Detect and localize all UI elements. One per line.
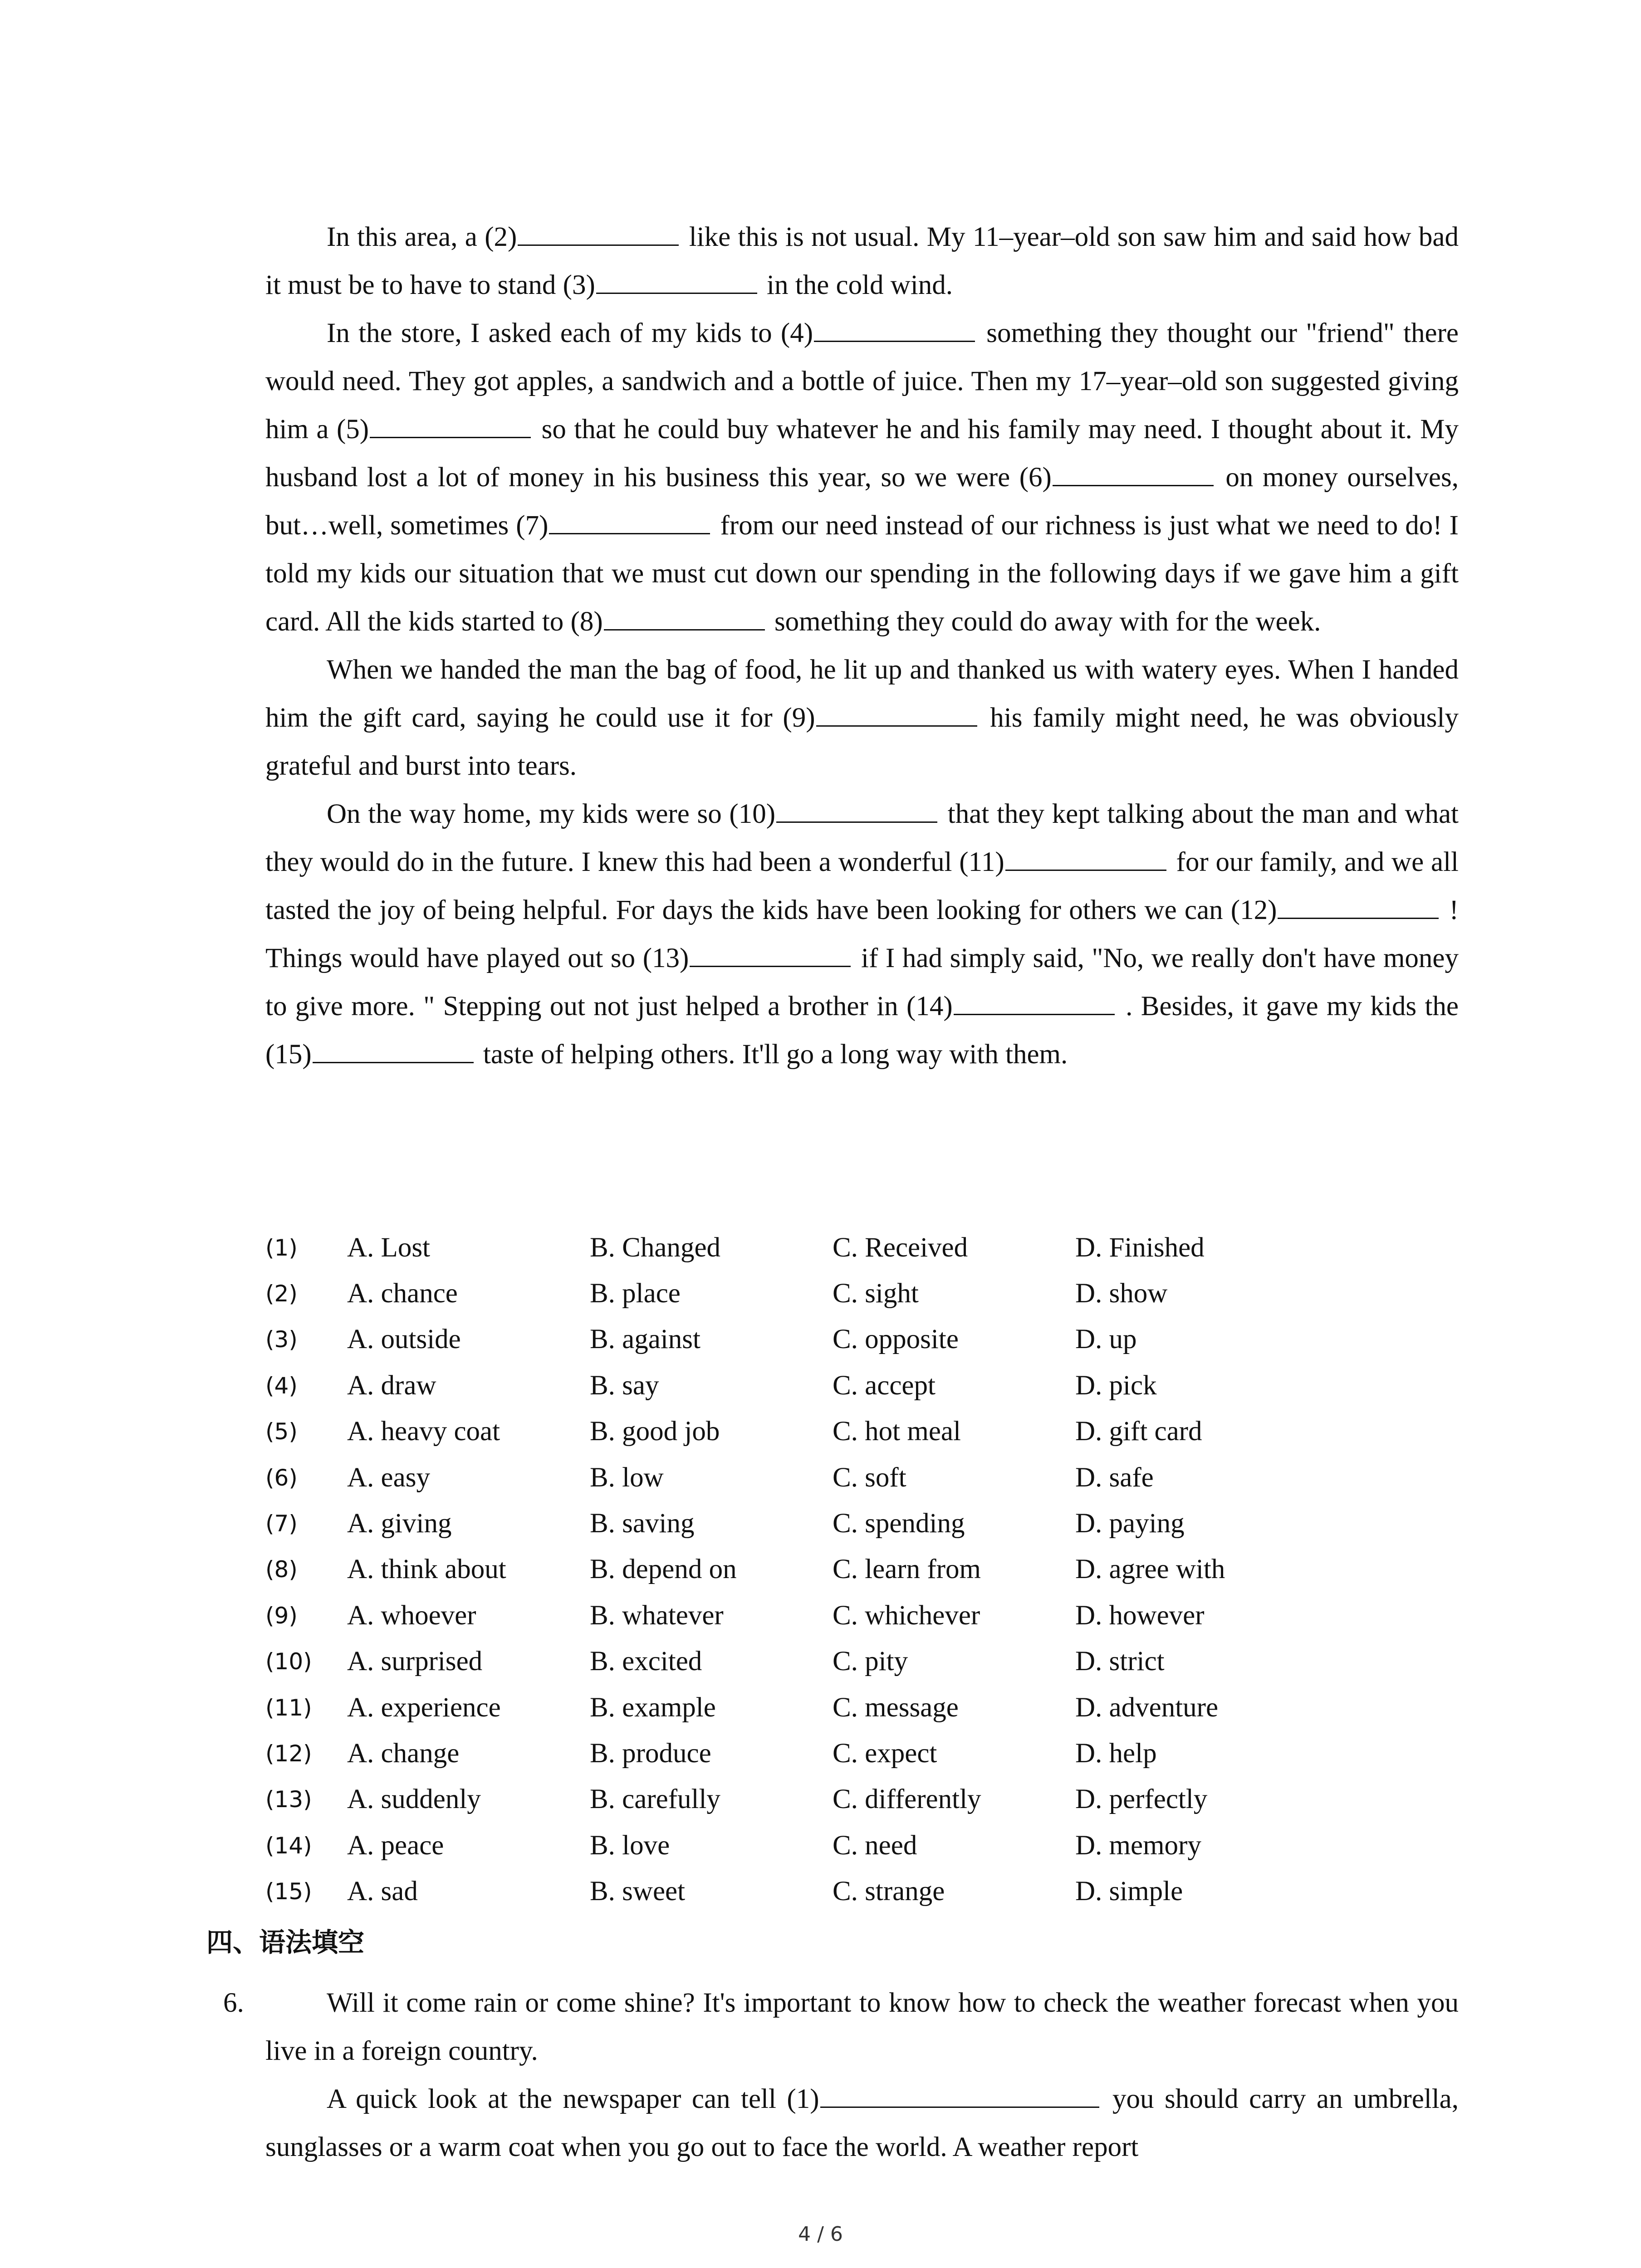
- grammar-paragraph-2: [265, 2075, 1459, 2171]
- passage-text: his family might need, he was obviously grateful and burst into tears.: [265, 703, 1459, 781]
- option-c[interactable]: C. expect: [833, 1738, 937, 1769]
- option-b[interactable]: B. sweet: [590, 1876, 686, 1907]
- option-a[interactable]: A. outside: [347, 1324, 461, 1355]
- option-b[interactable]: B. example: [590, 1692, 716, 1723]
- passage-text: ! Things would have played out so (13): [265, 895, 1459, 973]
- option-d[interactable]: D. show: [1075, 1278, 1168, 1309]
- question-number: (5): [265, 1418, 298, 1445]
- option-c[interactable]: C. differently: [833, 1784, 981, 1815]
- passage-text: like this is not usual. My 11–year–old son saw him and said how bad it must be to have to stand (3): [265, 222, 1459, 300]
- option-c[interactable]: C. whichever: [833, 1600, 980, 1631]
- passage-text: for our family, and we all tasted the joy of being helpful. For days the kids have been looking for others we can (12): [265, 847, 1459, 925]
- passage-text: something they thought our "friend" there would need. They got apples, a sandwich and a bottle of juice. Then my 17–year–old son suggested giving him a (5): [265, 318, 1459, 445]
- passage-text: that they kept talking about the man and what they would do in the future. I knew this had been a wonderful (11): [265, 799, 1459, 877]
- option-d[interactable]: D. adventure: [1075, 1692, 1219, 1723]
- option-c[interactable]: C. learn from: [833, 1554, 981, 1585]
- option-row: [265, 1823, 1445, 1868]
- question-number: (2): [265, 1281, 298, 1307]
- question-number: (11): [265, 1694, 312, 1721]
- option-d[interactable]: D. paying: [1075, 1508, 1185, 1539]
- option-b[interactable]: B. produce: [590, 1738, 711, 1769]
- question-number: (4): [265, 1372, 298, 1399]
- passage-text: on money ourselves, but…well, sometimes (7): [265, 462, 1459, 541]
- question-number: (3): [265, 1326, 298, 1353]
- option-row: [265, 1363, 1445, 1408]
- option-a[interactable]: A. chance: [347, 1278, 458, 1309]
- option-a[interactable]: A. change: [347, 1738, 460, 1769]
- passage-paragraph-3: [265, 646, 1459, 790]
- option-row: [265, 1593, 1445, 1638]
- passage-text: On the way home, my kids were so (10): [327, 799, 776, 829]
- question-number: (15): [265, 1878, 312, 1905]
- option-d[interactable]: D. however: [1075, 1600, 1205, 1631]
- section-heading: 四、语法填空: [206, 1927, 365, 1958]
- question-number: (6): [265, 1464, 298, 1491]
- passage-text: . Besides, it gave my kids the (15): [265, 991, 1459, 1070]
- option-row: [265, 1225, 1445, 1271]
- passage-text: you should carry an umbrella, sunglasses or a warm coat when you go out to face the world. A weather report: [265, 2084, 1459, 2162]
- passage-text: In the store, I asked each of my kids to (4): [327, 318, 813, 348]
- option-row: [265, 1501, 1445, 1546]
- option-a[interactable]: A. think about: [347, 1554, 506, 1585]
- option-a[interactable]: A. easy: [347, 1462, 430, 1493]
- answer-blank-14[interactable]: [954, 991, 1115, 1015]
- answer-blank-12[interactable]: [1278, 895, 1439, 919]
- question-number: (1): [265, 1234, 298, 1261]
- question-number: (9): [265, 1602, 298, 1629]
- cloze-passage: [265, 213, 1459, 1079]
- passage-text: something they could do away with for the week.: [767, 606, 1321, 637]
- answer-blank-15[interactable]: [313, 1039, 474, 1063]
- option-c[interactable]: C. hot meal: [833, 1416, 961, 1447]
- option-a[interactable]: A. giving: [347, 1508, 452, 1539]
- option-b[interactable]: B. place: [590, 1278, 681, 1309]
- option-c[interactable]: C. spending: [833, 1508, 965, 1539]
- option-b[interactable]: B. good job: [590, 1416, 720, 1447]
- option-d[interactable]: D. strict: [1075, 1646, 1165, 1677]
- question-number: (8): [265, 1556, 298, 1583]
- option-a[interactable]: A. heavy coat: [347, 1416, 500, 1447]
- option-row: [265, 1730, 1445, 1776]
- option-b[interactable]: B. low: [590, 1462, 664, 1493]
- answer-blank-8[interactable]: [604, 606, 765, 631]
- option-row: [265, 1271, 1445, 1316]
- option-d[interactable]: D. pick: [1075, 1370, 1157, 1401]
- option-c[interactable]: C. soft: [833, 1462, 906, 1493]
- option-a[interactable]: A. sad: [347, 1876, 418, 1907]
- passage-text: in the cold wind.: [759, 270, 953, 300]
- answer-blank-7[interactable]: [549, 510, 710, 534]
- passage-text: When we handed the man the bag of food, he lit up and thanked us with watery eyes. When I handed him the gift card, saying he could use it for (9): [265, 655, 1459, 733]
- question-number: 6.: [223, 1988, 244, 2018]
- question-number: (7): [265, 1510, 298, 1537]
- option-a[interactable]: A. experience: [347, 1692, 501, 1723]
- option-row: [265, 1409, 1445, 1455]
- answer-blank-9[interactable]: [816, 703, 977, 727]
- options-table: [265, 1225, 1445, 1915]
- option-b[interactable]: B. love: [590, 1830, 670, 1861]
- option-b[interactable]: B. say: [590, 1370, 659, 1401]
- passage-paragraph-1: [265, 213, 1459, 309]
- answer-blank-4[interactable]: [814, 318, 975, 342]
- answer-blank-11[interactable]: [1005, 847, 1166, 871]
- option-b[interactable]: B. excited: [590, 1646, 702, 1677]
- option-row: [265, 1317, 1445, 1363]
- option-d[interactable]: D. perfectly: [1075, 1784, 1208, 1815]
- question-number: (10): [265, 1648, 312, 1675]
- passage-text: so that he could buy whatever he and his family may need. I thought about it. My husband lost a lot of money in his business this year, so we were (6): [265, 414, 1459, 493]
- question-number: (12): [265, 1740, 312, 1767]
- page-number: 4 / 6: [798, 2223, 843, 2246]
- question-number: (13): [265, 1786, 312, 1813]
- option-row: [265, 1777, 1445, 1823]
- passage-paragraph-4: [265, 790, 1459, 1079]
- option-row: [265, 1639, 1445, 1685]
- option-d[interactable]: D. safe: [1075, 1462, 1154, 1493]
- passage-paragraph-2: [265, 309, 1459, 646]
- option-d[interactable]: D. help: [1075, 1738, 1157, 1769]
- answer-blank-3[interactable]: [596, 270, 757, 294]
- passage-text: In this area, a (2): [327, 222, 517, 252]
- answer-blank-10[interactable]: [776, 799, 937, 823]
- option-c[interactable]: C. need: [833, 1830, 917, 1861]
- option-row: [265, 1868, 1445, 1914]
- option-d[interactable]: D. simple: [1075, 1876, 1183, 1907]
- option-a[interactable]: A. Lost: [347, 1232, 430, 1263]
- option-d[interactable]: D. gift card: [1075, 1416, 1202, 1447]
- option-d[interactable]: D. up: [1075, 1324, 1137, 1355]
- option-c[interactable]: C. sight: [833, 1278, 919, 1309]
- option-b[interactable]: B. whatever: [590, 1600, 724, 1631]
- option-row: [265, 1455, 1445, 1501]
- option-c[interactable]: C. Received: [833, 1232, 968, 1263]
- option-c[interactable]: C. strange: [833, 1876, 945, 1907]
- option-c[interactable]: C. opposite: [833, 1324, 959, 1355]
- option-b[interactable]: B. against: [590, 1324, 700, 1355]
- option-a[interactable]: A. whoever: [347, 1600, 476, 1631]
- option-c[interactable]: C. message: [833, 1692, 959, 1723]
- option-b[interactable]: B. carefully: [590, 1784, 720, 1815]
- answer-blank-6[interactable]: [1053, 462, 1214, 486]
- option-a[interactable]: A. surprised: [347, 1646, 483, 1677]
- passage-text: if I had simply said, "No, we really don't have money to give more. " Stepping out not just helped a brother in (14): [265, 943, 1459, 1022]
- answer-blank-13[interactable]: [690, 943, 851, 967]
- answer-blank-2[interactable]: [518, 222, 679, 246]
- option-a[interactable]: A. draw: [347, 1370, 436, 1401]
- passage-text: taste of helping others. It'll go a long way with them.: [476, 1039, 1068, 1070]
- option-a[interactable]: A. peace: [347, 1830, 444, 1861]
- answer-blank-1[interactable]: [820, 2084, 1099, 2108]
- passage-text: A quick look at the newspaper can tell (1): [327, 2084, 819, 2114]
- question-number: (14): [265, 1832, 312, 1859]
- answer-blank-5[interactable]: [370, 414, 531, 438]
- option-d[interactable]: D. Finished: [1075, 1232, 1205, 1263]
- grammar-paragraph-1: Will it come rain or come shine? It's important to know how to check the weather forecast when you live in a foreign country.: [265, 1988, 1459, 2066]
- passage-text: from our need instead of our richness is just what we need to do! I told my kids our situation that we must cut down our spending in the following days if we gave him a gift card. All the kids started to (8): [265, 510, 1459, 637]
- option-d[interactable]: D. memory: [1075, 1830, 1201, 1861]
- option-c[interactable]: C. pity: [833, 1646, 908, 1677]
- option-a[interactable]: A. suddenly: [347, 1784, 481, 1815]
- option-c[interactable]: C. accept: [833, 1370, 936, 1401]
- option-row: [265, 1685, 1445, 1730]
- option-b[interactable]: B. Changed: [590, 1232, 721, 1263]
- option-b[interactable]: B. depend on: [590, 1554, 737, 1585]
- option-row: [265, 1547, 1445, 1593]
- grammar-passage: [265, 1979, 1459, 2171]
- option-d[interactable]: D. agree with: [1075, 1554, 1225, 1585]
- option-b[interactable]: B. saving: [590, 1508, 695, 1539]
